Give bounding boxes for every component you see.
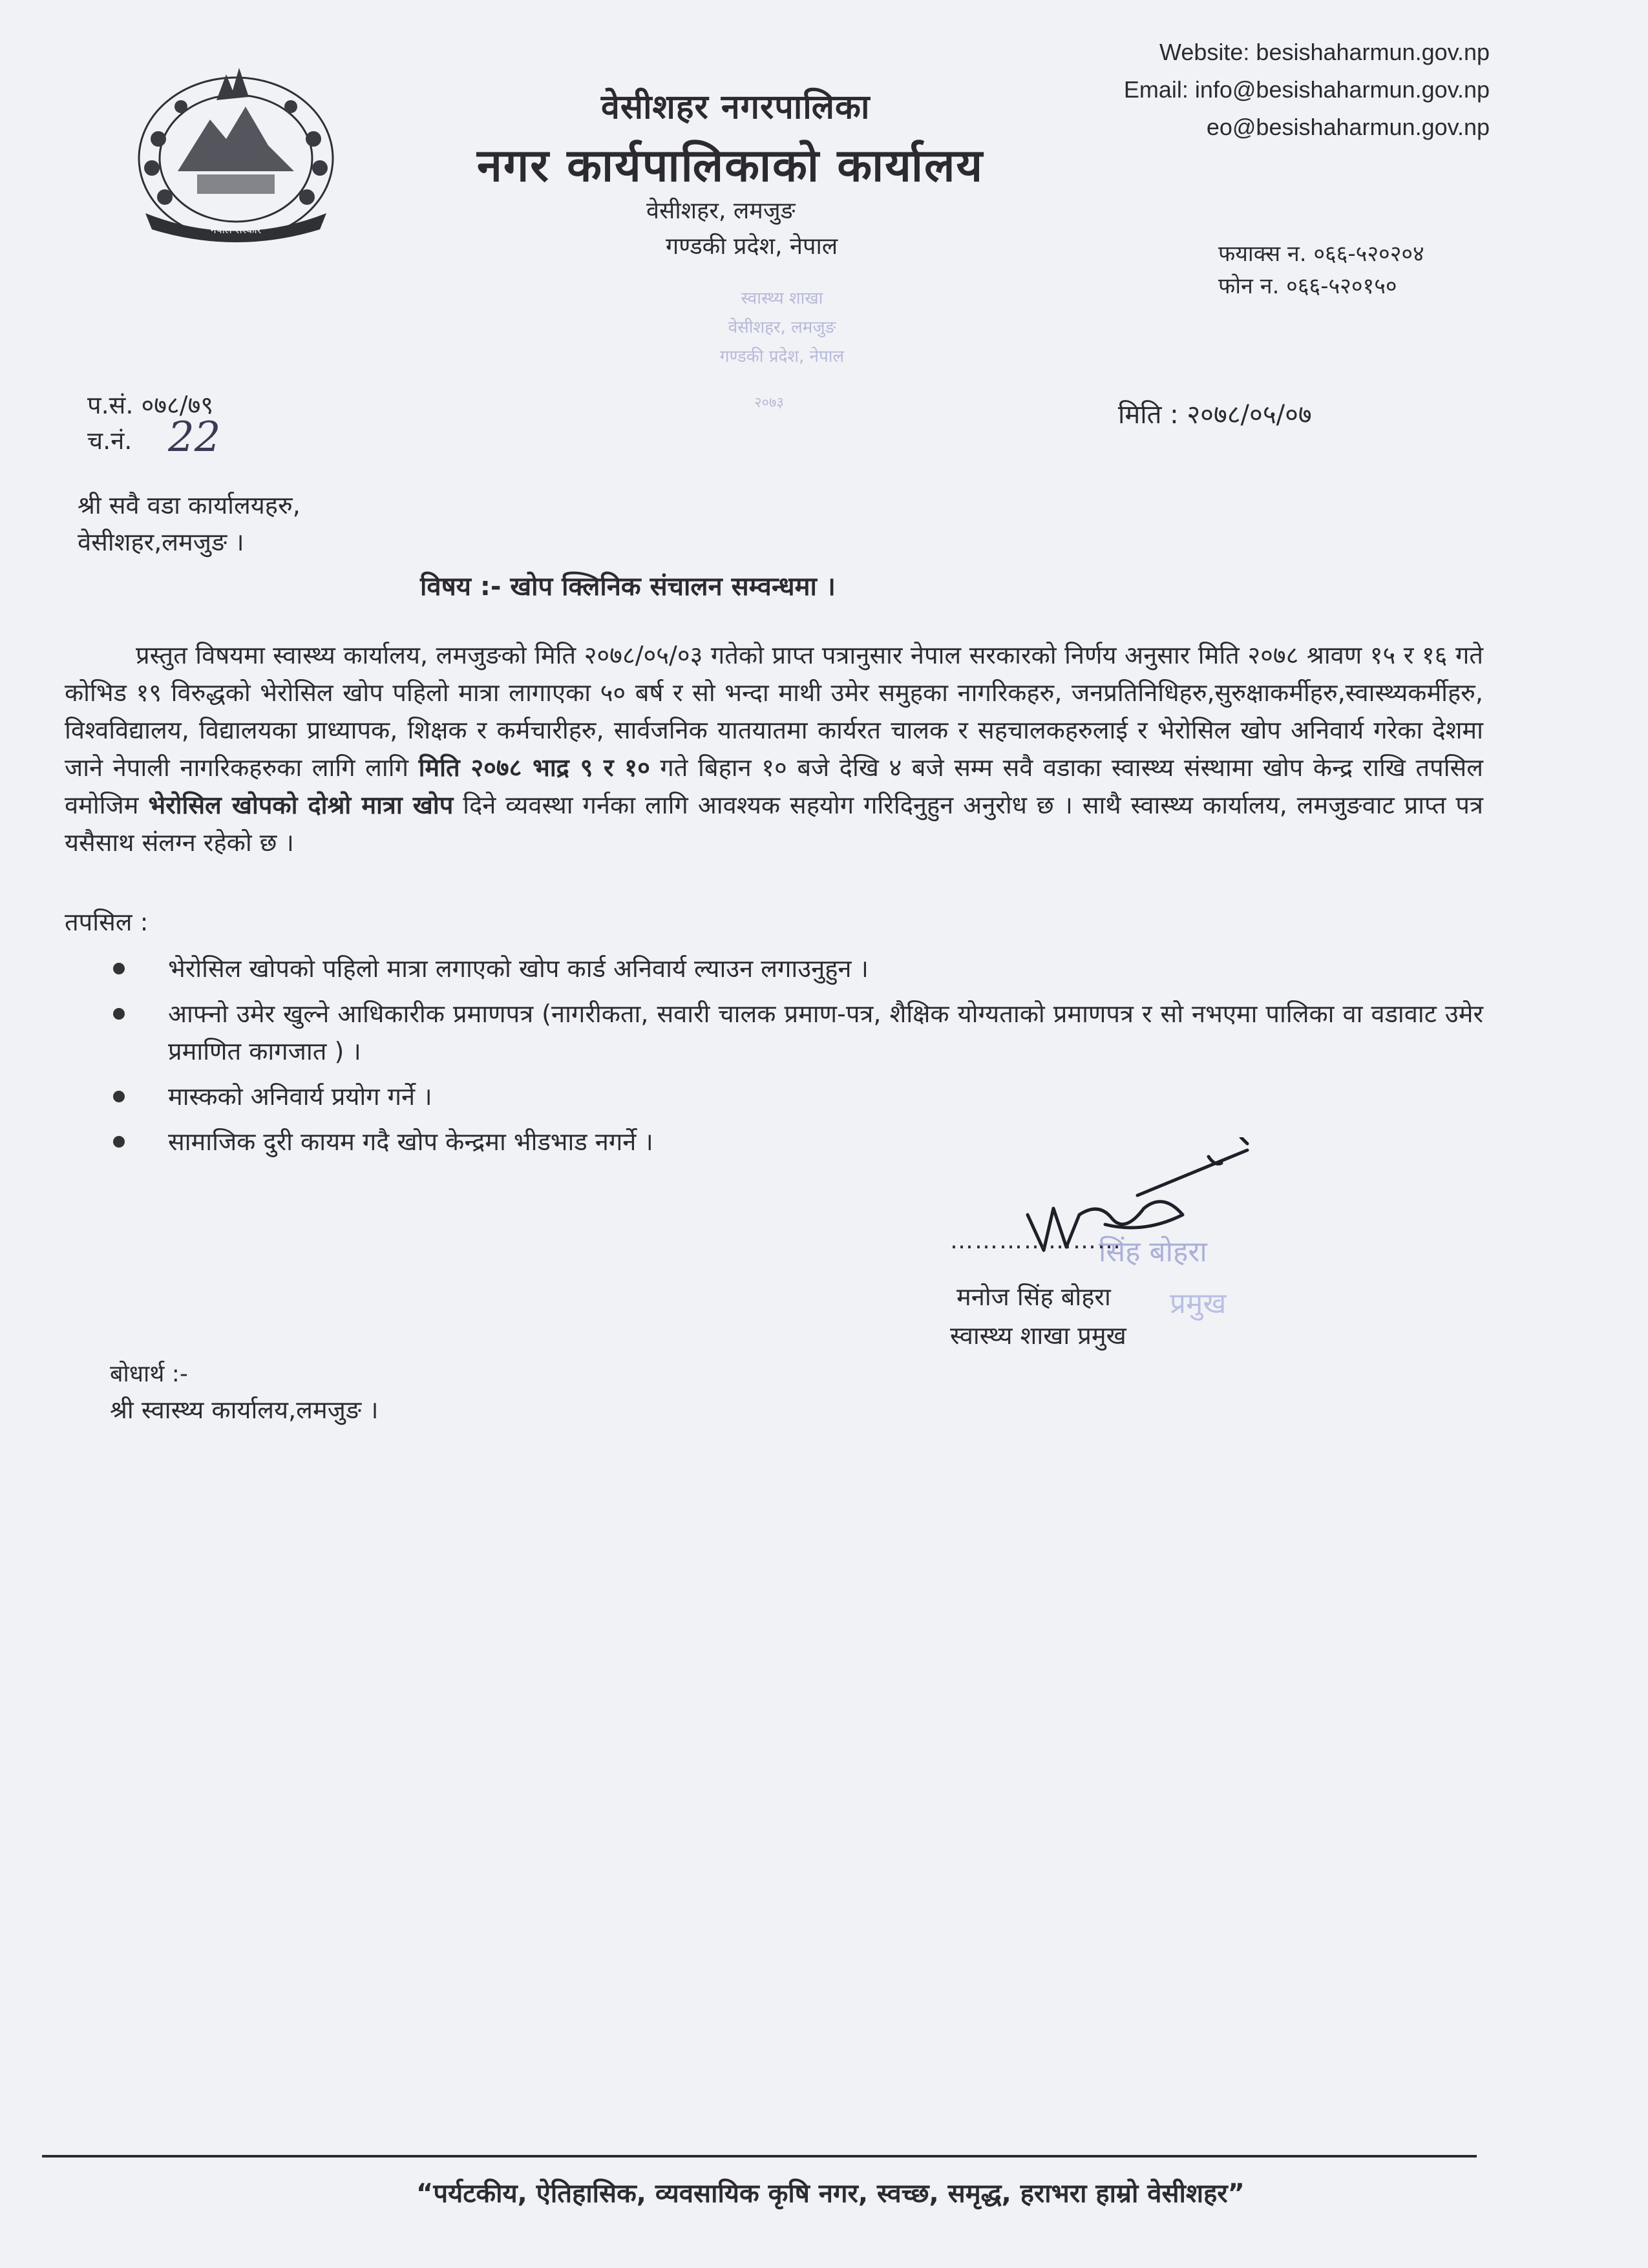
- list-item-text: भेरोसिल खोपको पहिलो मात्रा लगाएको खोप कार्ड अनिवार्य ल्याउन लगाउनुहुन ।: [168, 954, 869, 983]
- addressee-line-2: वेसीशहर,लमजुङ ।: [78, 528, 244, 556]
- details-list: [113, 950, 1483, 1168]
- stamp-line: स्वास्थ्य शाखा: [741, 289, 823, 308]
- nepal-government-emblem-icon: [120, 61, 352, 249]
- body-text: गते बिहान १० बजे देखि ४ बजे सम्म सवै वडाका स्वास्थ्य संस्थामा खोप केन्द्र राखि तपसिल वमोजिम: [65, 753, 1483, 819]
- website-text: Website: besishaharmun.gov.np: [1159, 39, 1490, 65]
- address-line-2: गण्डकी प्रदेश, नेपाल: [666, 233, 838, 260]
- phone-number: फोन न. ०६६-५२०१५०: [1218, 273, 1397, 299]
- body-bold-vaccine: भेरोसिल खोपको दोश्रो मात्रा खोप: [148, 791, 454, 819]
- emblem-ring-text: नेपाल सरकार: [210, 224, 262, 236]
- list-item-text: सामाजिक दुरी कायम गदै खोप केन्द्रमा भीडभाड नगर्ने ।: [168, 1128, 653, 1156]
- list-item: [113, 950, 1483, 987]
- bullet-icon: [113, 963, 125, 974]
- list-item: [113, 995, 1483, 1070]
- address-line-1: वेसीशहर, लमजुङ: [646, 198, 796, 224]
- letter-subject: विषय :- खोप क्लिनिक संचालन सम्वन्धमा ।: [420, 572, 836, 602]
- municipality-name: वेसीशहर नगरपालिका: [601, 88, 871, 127]
- body-text: दिने व्यवस्था गर्नका लागि आवश्यक सहयोग गरिदिनुहुन अनुरोध छ । साथै स्वास्थ्य कार्यालय, लमजुङवाट प्राप्त पत्र यसैसाथ संलग्न रहेको छ ।: [65, 791, 1483, 857]
- email-eo: eo@besishaharmun.gov.np: [1206, 114, 1490, 140]
- bullet-icon: [113, 1136, 125, 1148]
- body-text: प्रस्तुत विषयमा स्वास्थ्य कार्यालय, लमजुङको मिति २०७८/०५/०३ गतेको प्राप्त पत्रानुसार नेपाल सरकारको निर्णय अनुसार मिति २०७८ श्रावण १५ र १६ गते कोभिड १९ विरुद्धको भेरोसिल खोप पहिलो मात्रा लागाएका ५० बर्ष र सो भन्दा माथी उमेर समुहका नागरिकहरु, जनप्रतिनिधिहरु,सुरुक्षाकर्मीहरु,स्वास्थ्यकर्मीहरु, विश्वविद्यालय, विद्यालयका प्राध्यापक, शिक्षक र कर्मचारीहरु, सार्वजनिक यातयातमा कार्यरत चालक र सहचालकहरुलाई र भेरोसिल खोप अनिवार्य गरेका देशमा जाने नेपाली नागरिकहरुका लागि लागि: [65, 641, 1483, 782]
- stamp-line: २०७३: [754, 395, 784, 411]
- letter-body: [65, 636, 1483, 861]
- dispatch-number-handwritten: 22: [168, 414, 221, 461]
- office-name: नगर कार्यपालिकाको कार्यालय: [477, 139, 984, 192]
- letter-date: मिति : २०७८/०५/०७: [1118, 400, 1312, 430]
- cc-label: बोधार्थ :-: [110, 1361, 188, 1387]
- stamp-line: गण्डकी प्रदेश, नेपाल: [719, 347, 845, 366]
- office-stamp-icon: [672, 271, 892, 420]
- bullet-icon: [113, 1008, 125, 1020]
- details-label: तपसिल :: [65, 908, 149, 936]
- addressee-line-1: श्री सवै वडा कार्यालयहरु,: [78, 491, 301, 520]
- footer-slogan: “पर्यटकीय, ऐतिहासिक, व्यवसायिक कृषि नगर, स्वच्छ, समृद्ध, हराभरा हाम्रो वेसीशहर”: [416, 2179, 1245, 2209]
- fax-number: फयाक्स न. ०६६-५२०२०४: [1218, 241, 1424, 267]
- dispatch-number-label: च.नं.: [87, 426, 132, 455]
- bullet-icon: [113, 1091, 125, 1102]
- signatory-name: मनोज सिंह बोहरा: [956, 1283, 1111, 1311]
- signatory-title: स्वास्थ्य शाखा प्रमुख: [950, 1321, 1126, 1350]
- stamp-line: वेसीशहर, लमजुङ: [728, 318, 836, 337]
- stamp-title-ghost: प्रमुख: [1170, 1287, 1227, 1320]
- footer-divider: [42, 2155, 1477, 2158]
- signature-line: …………………: [950, 1228, 1122, 1254]
- list-item: [113, 1078, 1483, 1115]
- body-bold-date: मिति २०७८ भाद्र ९ र १०: [418, 753, 650, 782]
- cc-recipient: श्री स्वास्थ्य कार्यालय,लमजुङ ।: [110, 1396, 379, 1424]
- letter-reference-number: प.सं. ०७८/७९: [87, 391, 214, 419]
- list-item-text: आफ्नो उमेर खुल्ने आधिकारीक प्रमाणपत्र (नागरीकता, सवारी चालक प्रमाण-पत्र, शैक्षिक योग्यताको प्रमाणपत्र र सो नभएमा पालिका वा वडावाट उमेर प्रमाणित कागजात ) ।: [168, 1000, 1483, 1066]
- email-info: Email: info@besishaharmun.gov.np: [1123, 76, 1490, 103]
- list-item: [113, 1123, 1483, 1160]
- list-item-text: मास्कको अनिवार्य प्रयोग गर्ने ।: [168, 1082, 432, 1111]
- stamp-name-ghost: सिंह बोहरा: [1099, 1235, 1207, 1268]
